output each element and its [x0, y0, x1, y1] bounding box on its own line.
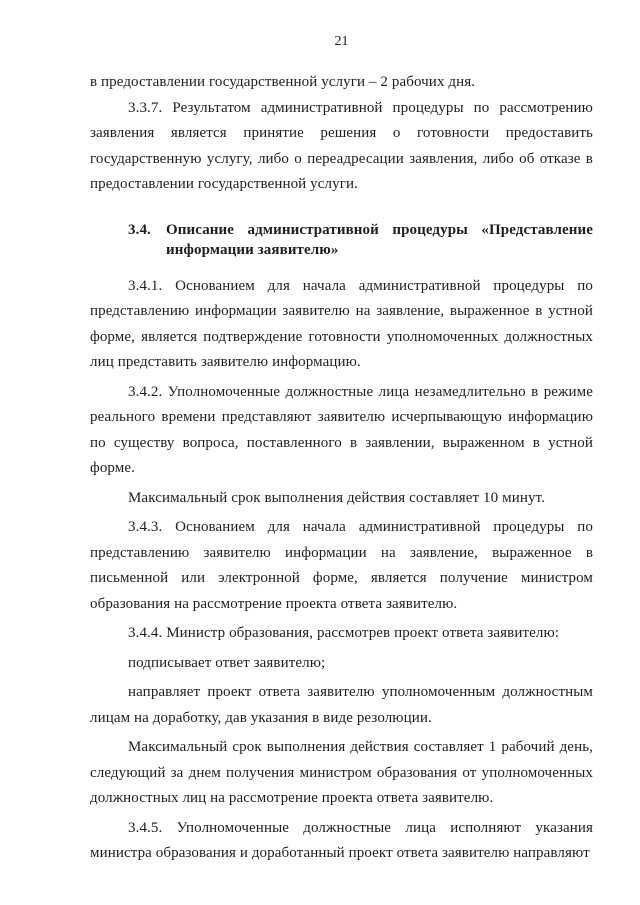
document-body — [90, 70, 593, 867]
paragraph-3-3-7: 3.3.7. Результатом административной процедуры по рассмотрению заявления является принятие решения о готовности предоставить государственную услугу, либо о переадресации заявления, либо об отказе в предоставлении государственной услуги. — [90, 99, 593, 192]
paragraph-3-4-3: 3.4.3. Основанием для начала административной процедуры по представлению заявителю информации на заявление, выраженное в письменной или электронной форме, является получение министром образования на рассмотрение проекта ответа заявителю. — [90, 519, 593, 612]
paragraph-3-4-1: 3.4.1. Основанием для начала административной процедуры по представлению информации заявителю на заявление, выраженное в устной форме, является подтверждение готовности уполномоченных должностных лиц представить заявителю информацию. — [90, 277, 593, 370]
paragraph-continuation: в предоставлении государственной услуги – 2 рабочих дня. — [90, 74, 476, 90]
paragraph-time-limit-day: Максимальный срок выполнения действия составляет 1 рабочий день, следующий за днем получения министром образования от уполномоченных должностных лиц на рассмотрение проекта ответа заявителю. — [90, 739, 593, 806]
list-item-return: направляет проект ответа заявителю уполномоченным должностным лицам на доработку, дав указания в виде резолюции. — [90, 684, 593, 726]
paragraph-time-limit-minutes: Максимальный срок выполнения действия составляет 10 минут. — [128, 489, 545, 506]
page-number: 21 — [334, 34, 349, 49]
paragraph-3-4-2: 3.4.2. Уполномоченные должностные лица незамедлительно в режиме реального времени представляют заявителю исчерпывающую информацию по существу вопроса, поставленного в заявлении, выраженном в устной форме. — [90, 383, 593, 476]
section-heading — [90, 220, 593, 260]
section-title: Описание административной процедуры «Представление информации заявителю» — [166, 221, 593, 258]
paragraph-3-4-4: 3.4.4. Министр образования, рассмотрев проект ответа заявителю: — [128, 625, 560, 641]
document-page — [90, 0, 593, 905]
paragraph-3-4-5: 3.4.5. Уполномоченные должностные лица исполняют указания министра образования и доработанный проект ответа заявителю направляют — [90, 819, 593, 861]
section-number: 3.4. — [128, 221, 151, 238]
list-item-sign: подписывает ответ заявителю; — [128, 654, 326, 671]
